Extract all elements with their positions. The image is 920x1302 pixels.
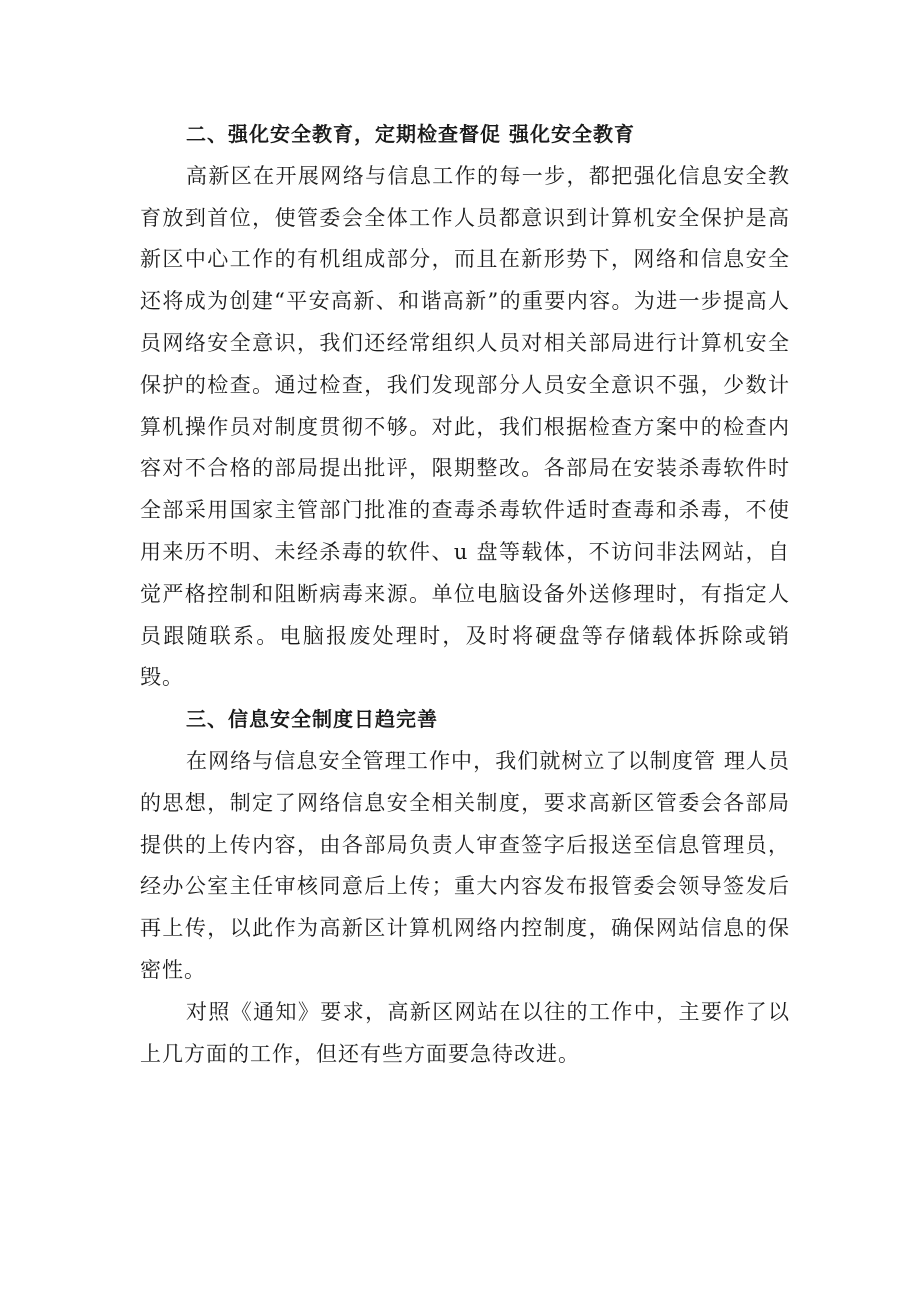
paragraph-security-system: 在网络与信息安全管理工作中，我们就树立了以制度管 理人员的思想，制定了网络信息安全相关制度，要求高新区管委会各部局提供的上传内容，由各部局负责人审查签字后报送至信息管理员，经办公室主任审核同意后上传；重大内容发布报管委会领导签发后再上传，以此作为高新区计算机网络内控制度，确保网站信息的保密性。 <box>140 748 790 982</box>
paragraph-conclusion: 对照《通知》要求，高新区网站在以往的工作中，主要作了以上几方面的工作，但还有些方面要急待改进。 <box>140 999 790 1066</box>
section-heading-2: 二、强化安全教育，定期检查督促 强化安全教育 <box>186 122 635 146</box>
document-body <box>140 114 790 1075</box>
section-heading-3: 三、信息安全制度日趋完善 <box>186 707 438 732</box>
paragraph-security-education: 高新区在开展网络与信息工作的每一步，都把强化信息安全教育放到首位，使管委会全体工作人员都意识到计算机安全保护是高新区中心工作的有机组成部分，而且在新形势下，网络和信息安全还将成为创建“平安高新、和谐高新”的重要内容。为进一步提高人员网络安全意识，我们还经常组织人员对相关部局进行计算机安全保护的检查。通过检查，我们发现部分人员安全意识不强，少数计算机操作员对制度贯彻不够。对此，我们根据检查方案中的检查内容对不合格的部局提出批评，限期整改。各部局在安装杀毒软件时全部采用国家主管部门批准的查毒杀毒软件适时查毒和杀毒，不使用来历不明、未经杀毒的软件、u 盘等载体，不访问非法网站，自觉严格控制和阻断病毒来源。单位电脑设备外送修理时，有指定人员跟随联系。电脑报废处理时，及时将硬盘等存储载体拆除或销毁。 <box>140 163 790 690</box>
